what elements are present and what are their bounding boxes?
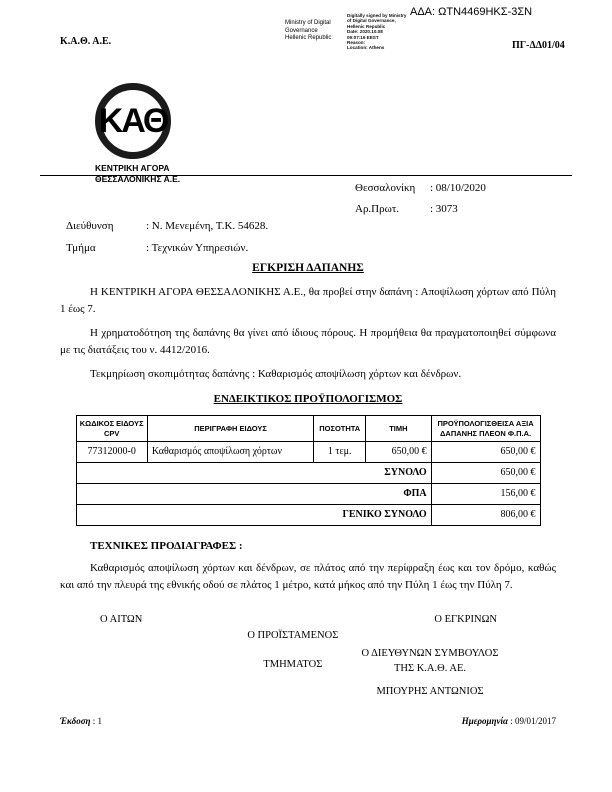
protocol-label: Αρ.Πρωτ. xyxy=(355,203,400,215)
signature-supervisor-line: Ο ΠΡΟΪΣΤΑΜΕΝΟΣ xyxy=(247,629,339,641)
column-header-quantity: ΠΟΣΟΤΗΤΑ xyxy=(314,416,366,442)
logo-monogram: ΚΑΘ xyxy=(98,101,168,140)
stamp-line: Date: 2020.10.08 xyxy=(347,29,383,35)
summary-value-vat: 156,00 € xyxy=(431,483,540,504)
stamp-line: Location: Athens xyxy=(347,45,385,51)
logo-subtitle-line: ΚΕΝΤΡΙΚΗ ΑΓΟΡΑ xyxy=(95,163,170,173)
ministry-line: Governance xyxy=(285,27,318,34)
date-info xyxy=(462,716,556,726)
stamp-line: 09:07:16 EEST xyxy=(347,34,379,40)
logo-subtitle-line: ΘΕΣΣΑΛΟΝΙΚΗΣ Α.Ε. xyxy=(95,173,181,184)
director-title-block xyxy=(330,646,530,676)
summary-row-grand-total xyxy=(76,504,540,525)
document-body xyxy=(60,262,556,601)
cell-price: 650,00 € xyxy=(366,441,431,462)
cell-cpv: 77312000-0 xyxy=(76,441,147,462)
table-header-row xyxy=(76,416,540,442)
stamp-line: Hellenic Republic xyxy=(347,23,386,29)
org-abbreviation: Κ.Α.Θ. Α.Ε. xyxy=(60,36,112,47)
ministry-label xyxy=(285,20,331,43)
specs-section-title: ΤΕΧΝΙΚΕΣ ΠΡΟΔΙΑΓΡΑΦΕΣ : xyxy=(90,539,243,552)
ministry-line: Ministry of Digital xyxy=(285,20,331,26)
organization-logo xyxy=(95,83,215,184)
signature-applicant: Ο ΑΙΤΩΝ xyxy=(100,614,143,625)
protocol-row xyxy=(355,203,486,215)
page-footer xyxy=(60,716,556,726)
department-value: : Τεχνικών Υπηρεσιών. xyxy=(146,242,249,254)
department-row xyxy=(66,242,268,254)
director-title-line: Ο ΔΙΕΥΘΥΝΩΝ ΣΥΜΒΟΥΛΟΣ xyxy=(361,648,499,659)
document-code: ΠΓ-ΔΔ01/04 xyxy=(512,40,565,51)
body-paragraph: Η ΚΕΝΤΡΙΚΗ ΑΓΟΡΑ ΘΕΣΣΑΛΟΝΙΚΗΣ Α.Ε., θα προβεί στην δαπάνη : Αποψίλωση χόρτων από Πύλη 1 έως 7. xyxy=(60,286,556,316)
stamp-line: of Digital Governance, xyxy=(347,18,396,24)
cell-description: Καθαρισμός αποψίλωση χόρτων xyxy=(147,441,313,462)
ada-code: ΑΔΑ: ΩΤΝ4469ΗΚΣ-3ΣΝ xyxy=(410,6,533,18)
specs-paragraph: Καθαρισμός αποψίλωση χόρτων και δένδρων, σε πλάτος από την περίφραξη έως και τον δρόμο, καθώς και από την πλευρά της εθνικής οδού σε πλάτος 1 μέτρο, κατά μήκος από την Πύλη 1 έως την Πύλη 7. xyxy=(60,561,556,592)
summary-value-grand-total: 806,00 € xyxy=(431,504,540,525)
digital-signature-stamp xyxy=(347,13,411,51)
edition-label: Έκδοση xyxy=(60,716,91,726)
column-header-price: ΤΙΜΗ xyxy=(366,416,431,442)
summary-label-vat: ΦΠΑ xyxy=(76,483,431,504)
director-name: ΜΠΟΥΡΗΣ ΑΝΤΩΝΙΟΣ xyxy=(376,686,484,697)
document-title: ΕΓΚΡΙΣΗ ΔΑΠΑΝΗΣ xyxy=(252,262,364,274)
address-value: : Ν. Μενεμένη, Τ.Κ. 54628. xyxy=(146,220,269,232)
protocol-value: : 3073 xyxy=(430,203,458,215)
budget-table xyxy=(76,415,541,526)
summary-value-total: 650,00 € xyxy=(431,462,540,483)
address-row xyxy=(66,220,268,232)
body-paragraph: Η χρηματοδότηση της δαπάνης θα γίνει από ίδιους πόρους. Η προμήθεια θα πραγματοποιηθεί σύμφωνα με τις διατάξεις του ν. 4412/2016. xyxy=(60,327,556,357)
address-label: Διεύθυνση xyxy=(66,220,114,232)
meta-left-block xyxy=(66,220,268,264)
summary-row-total xyxy=(76,462,540,483)
department-label: Τμήμα xyxy=(66,242,96,254)
ministry-line: Hellenic Republic xyxy=(285,35,332,41)
column-header-description: ΠΕΡΙΓΡΑΦΗ ΕΙΔΟΥΣ xyxy=(147,416,313,442)
header-divider xyxy=(40,175,572,176)
logo-circle-icon xyxy=(95,83,171,159)
body-paragraph: Τεκμηρίωση σκοπιμότητας δαπάνης : Καθαρισμός αποψίλωση χόρτων και δένδρων. xyxy=(90,368,462,381)
budget-section-title: ΕΝΔΕΙΚΤΙΚΟΣ ΠΡΟΫΠΟΛΟΓΙΣΜΟΣ xyxy=(213,393,403,406)
city-value: : 08/10/2020 xyxy=(430,182,486,194)
footer-date-label: Ημερομηνία xyxy=(461,716,508,726)
stamp-line: Digitally signed by Ministry xyxy=(347,13,407,18)
meta-right-block xyxy=(355,182,486,224)
edition-info xyxy=(60,716,102,726)
column-header-cpv: ΚΩΔΙΚΟΣ ΕΙΔΟΥΣ CPV xyxy=(76,416,147,442)
summary-label-grand-total: ΓΕΝΙΚΟ ΣΥΝΟΛΟ xyxy=(76,504,431,525)
table-row xyxy=(76,441,540,462)
summary-row-vat xyxy=(76,483,540,504)
signature-supervisor xyxy=(247,614,338,687)
city-date-row xyxy=(355,182,486,194)
signature-supervisor-line: ΤΜΗΜΑΤΟΣ xyxy=(263,659,323,671)
signature-approver: Ο ΕΓΚΡΙΝΩΝ xyxy=(434,614,497,625)
footer-date-value: : 09/01/2017 xyxy=(507,716,556,726)
city-label: Θεσσαλονίκη xyxy=(355,182,416,194)
cell-value: 650,00 € xyxy=(431,441,540,462)
director-title-line: ΤΗΣ Κ.Α.Θ. ΑΕ. xyxy=(393,663,467,675)
edition-value: : 1 xyxy=(90,716,103,726)
stamp-line: Reason: xyxy=(347,40,366,46)
logo-subtitle xyxy=(95,163,215,184)
cell-quantity: 1 τεμ. xyxy=(314,441,366,462)
column-header-budgeted-value: ΠΡΟΫΠΟΛΟΓΙΣΘΕΙΣΑ ΑΞΙΑ ΔΑΠΑΝΗΣ ΠΛΕΟΝ Φ.Π.Α. xyxy=(431,416,540,442)
summary-label-total: ΣΥΝΟΛΟ xyxy=(76,462,431,483)
